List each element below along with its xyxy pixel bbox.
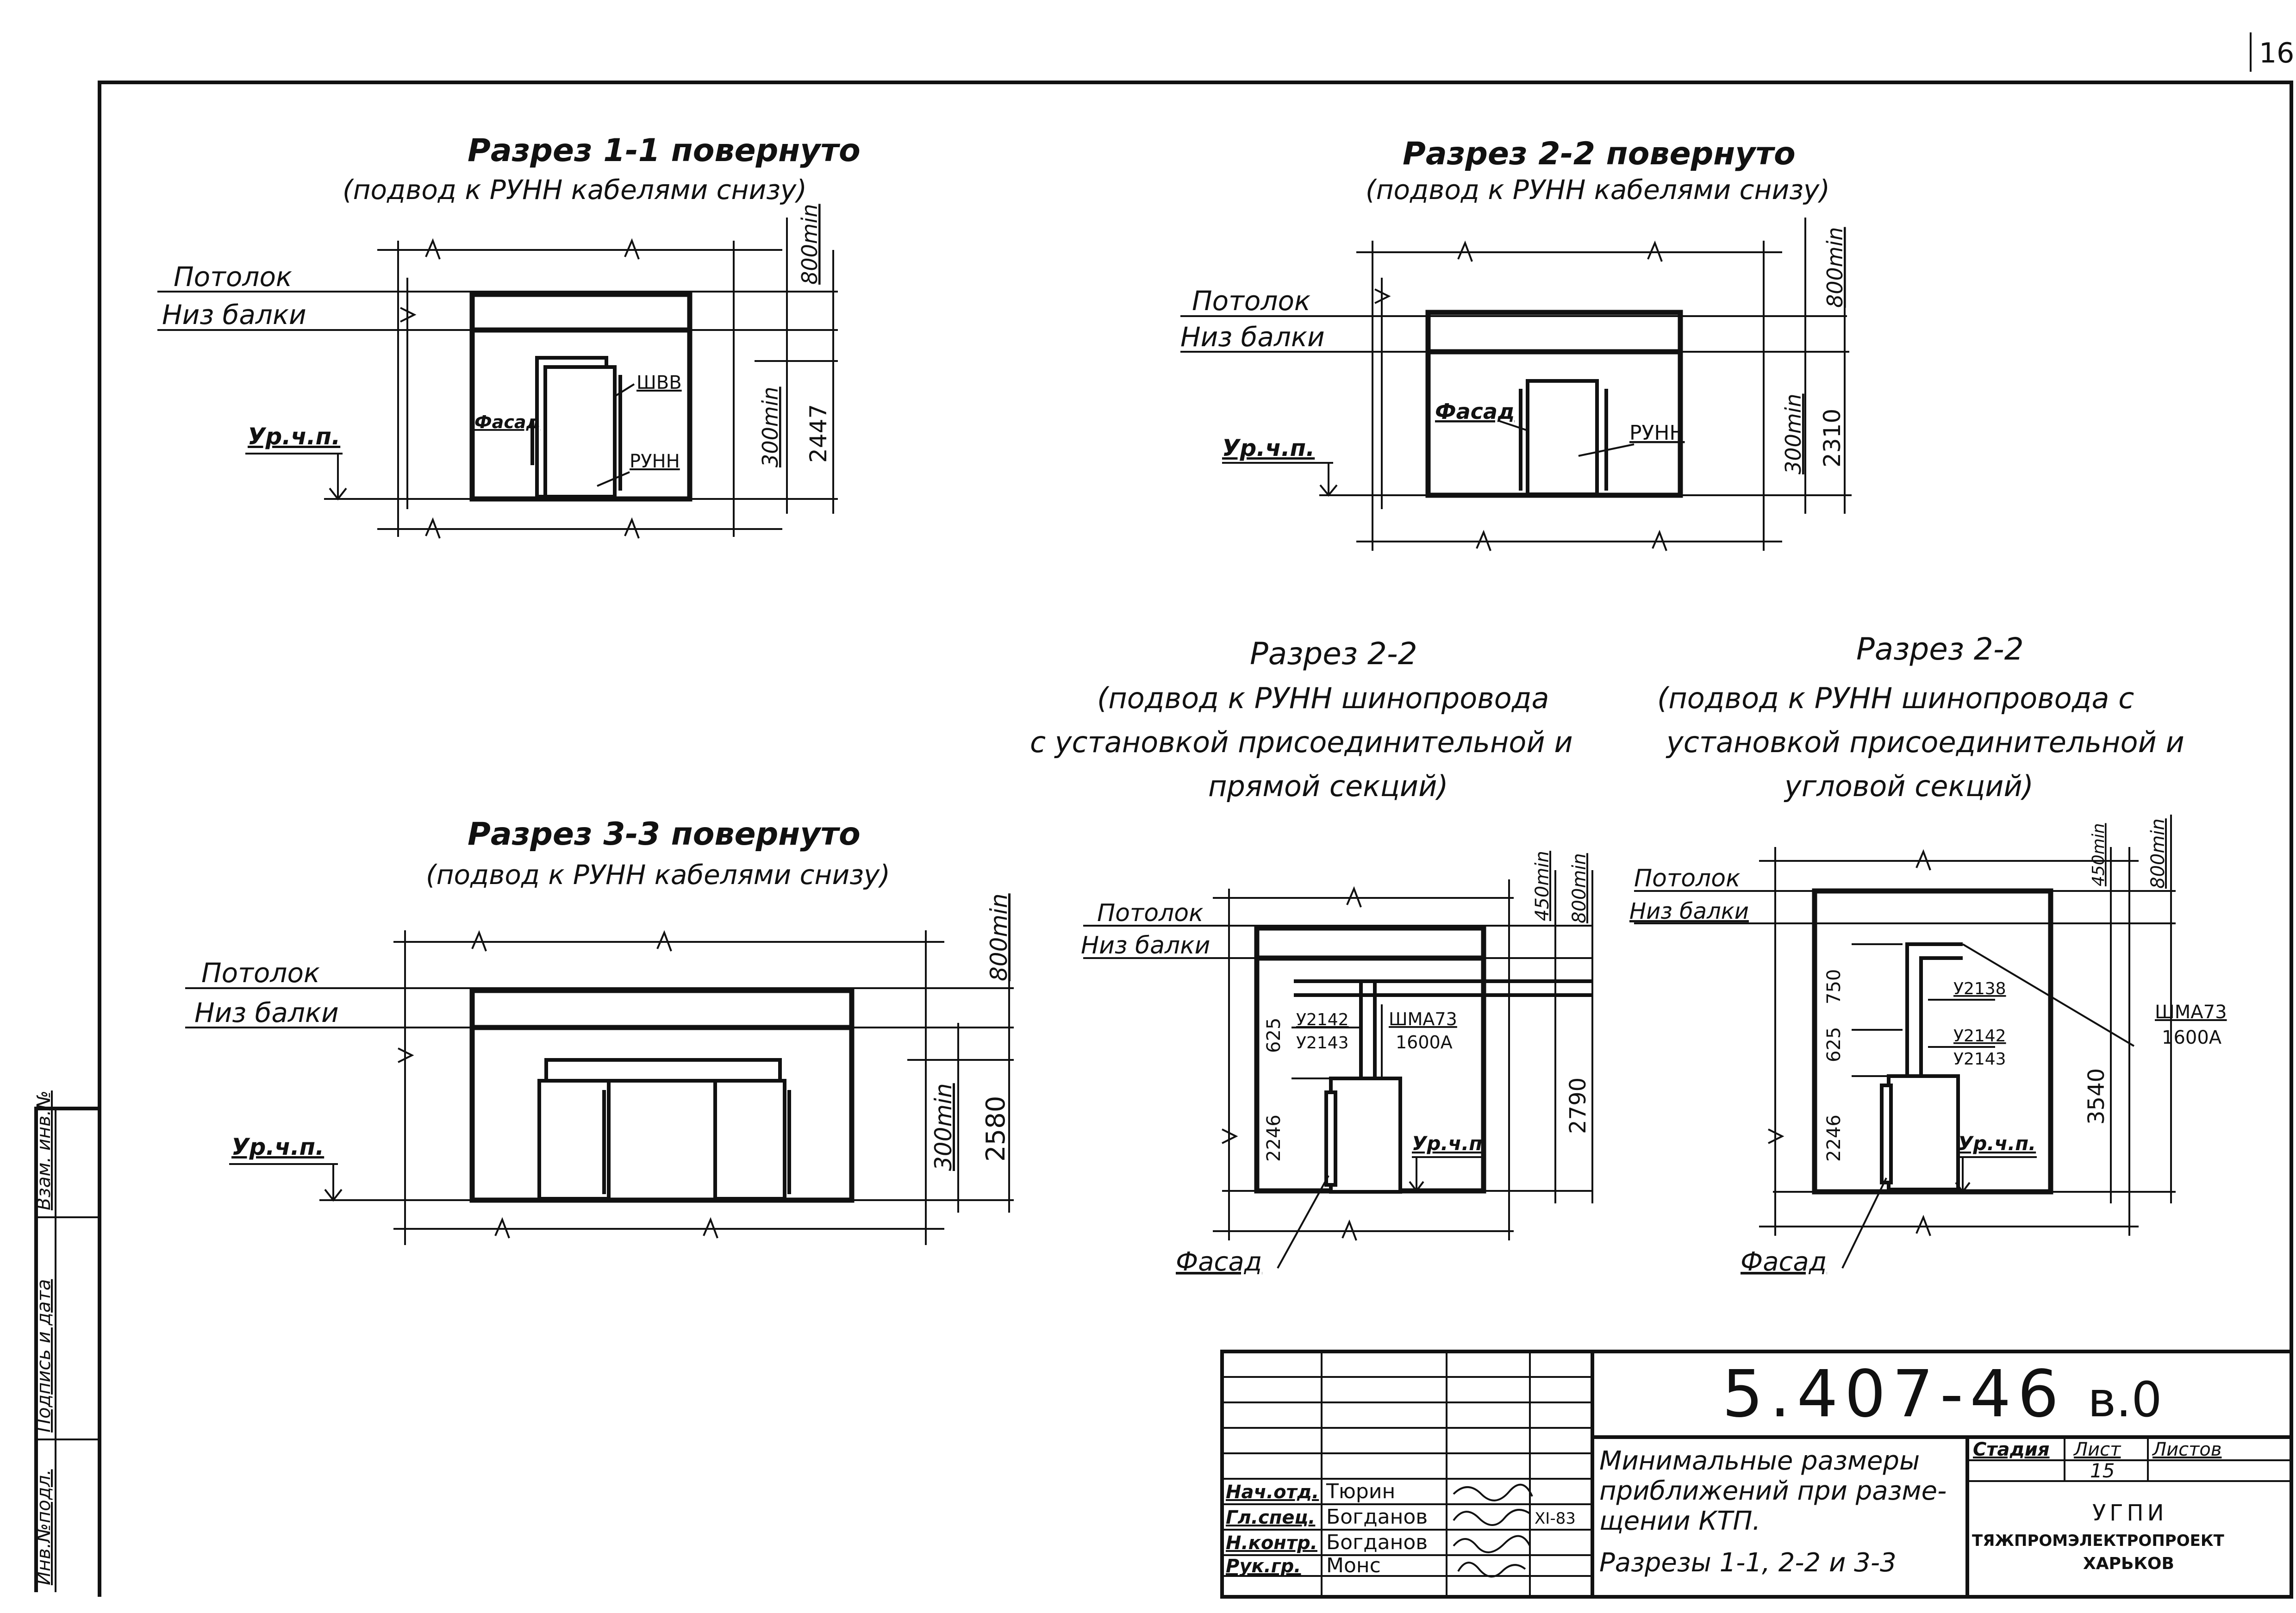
section-1-1-subtitle: (подвод к РУНН кабелями снизу) <box>343 174 807 206</box>
section-2-2c-dim-800: 800min <box>2147 818 2169 889</box>
section-2-2b-title: Разрез 2-2 <box>1250 636 1417 672</box>
tb-sheet-label: Лист <box>2074 1439 2121 1460</box>
section-2-2b-subtitle-1: (подвод к РУНН шинопровода <box>1097 681 1549 715</box>
signature-3 <box>1458 1563 1525 1576</box>
tb-role-2: Н.контр. <box>1226 1532 1317 1554</box>
section-1-1-title: Разрез 1-1 повернуто <box>468 132 861 169</box>
section-2-2b-dim-800: 800min <box>1569 853 1590 923</box>
section-2-2c-subtitle-1: (подвод к РУНН шинопровода с <box>1657 681 2134 715</box>
tb-date: XI-83 <box>1535 1509 1576 1528</box>
side-stamp-replace-inv: Взам. инв.№ <box>33 1090 55 1210</box>
tb-role-1: Гл.спец. <box>1226 1507 1316 1528</box>
tb-desc-3: щении КТП. <box>1599 1506 1761 1536</box>
tb-name-3: Монс <box>1326 1554 1381 1577</box>
section-2-2b-current: 1600А <box>1396 1032 1453 1052</box>
section-2-2-busbar-straight <box>1030 636 1592 1277</box>
tb-org-2: ТЯЖПРОМЭЛЕКТРОПРОЕКТ <box>1972 1532 2224 1550</box>
section-3-3-dim-800: 800min <box>986 893 1012 981</box>
section-2-2c-current: 1600А <box>2162 1027 2222 1048</box>
section-2-2b-floor-level: Ур.ч.п <box>1412 1132 1483 1155</box>
signature-1 <box>1454 1510 1530 1525</box>
section-2-2a-subtitle: (подвод к РУНН кабелями снизу) <box>1366 174 1830 206</box>
section-2-2a-floor-level: Ур.ч.п. <box>1222 435 1315 461</box>
section-2-2c-floor-level: Ур.ч.п. <box>1958 1132 2036 1155</box>
section-2-2c-busbar: ШМА73 <box>2155 1002 2227 1023</box>
tb-org-3: ХАРЬКОВ <box>2083 1554 2174 1573</box>
section-2-2c-subtitle-3: угловой секций) <box>1784 769 2034 803</box>
tb-sheet-no: 15 <box>2090 1459 2115 1482</box>
signature-0 <box>1454 1485 1532 1501</box>
section-2-2b-u2: У2143 <box>1296 1034 1349 1052</box>
section-2-2a-dim-height: 2310 <box>1819 408 1846 467</box>
section-2-2a-title: Разрез 2-2 повернуто <box>1403 136 1796 172</box>
section-2-2c-title: Разрез 2-2 <box>1856 631 2024 667</box>
tb-name-1: Богданов <box>1326 1505 1428 1529</box>
side-stamp-signature: Подпись и дата <box>33 1279 55 1432</box>
tb-desc-1: Минимальные размеры <box>1599 1446 1920 1476</box>
section-1-1-ceiling: Потолок <box>174 261 292 293</box>
section-2-2a-runn: РУНН <box>1629 421 1685 445</box>
section-2-2b-dim-450: 450min <box>1532 851 1553 921</box>
side-stamp <box>33 1090 100 1592</box>
tb-issue: в.0 <box>2088 1371 2162 1428</box>
section-2-2c-u0: У2138 <box>1953 979 2006 998</box>
section-3-3-dim-300: 300min <box>930 1083 957 1171</box>
tb-name-2: Богданов <box>1326 1531 1428 1554</box>
section-2-2a-dim-800: 800min <box>1822 227 1847 308</box>
section-2-2b-beam-bottom: Низ балки <box>1081 932 1210 959</box>
section-2-2a-beam-bottom: Низ балки <box>1180 321 1325 353</box>
section-2-2b-subtitle-2: с установкой присоединительной и <box>1030 725 1573 759</box>
title-block <box>1222 1351 2291 1597</box>
section-1-1-dim-height: 2447 <box>805 404 832 463</box>
section-1-1-dim-300: 300min <box>758 386 783 467</box>
section-3-3-ceiling: Потолок <box>201 957 320 989</box>
section-1-1-beam-bottom: Низ балки <box>162 299 306 330</box>
section-2-2b-dim-2246: 2246 <box>1263 1115 1285 1162</box>
section-2-2c-facade: Фасад <box>1741 1247 1827 1277</box>
section-2-2c-ceiling: Потолок <box>1634 865 1741 892</box>
tb-desc-4: Разрезы 1-1, 2-2 и 3-3 <box>1599 1548 1897 1578</box>
section-3-3 <box>185 816 1014 1245</box>
section-2-2a-dim-300: 300min <box>1781 393 1806 474</box>
section-3-3-floor-level: Ур.ч.п. <box>231 1133 324 1160</box>
section-2-2c-beam-bottom: Низ балки <box>1629 898 1749 924</box>
tb-name-0: Тюрин <box>1326 1480 1396 1503</box>
section-2-2b-dim-625: 625 <box>1263 1017 1285 1053</box>
section-3-3-title: Разрез 3-3 повернуто <box>468 816 861 853</box>
tb-role-0: Нач.отд. <box>1226 1482 1319 1503</box>
tb-role-3: Рук.гр. <box>1226 1556 1301 1577</box>
signature-2 <box>1454 1536 1530 1552</box>
section-2-2-busbar-corner <box>1629 631 2227 1277</box>
section-2-2c-dim-625: 625 <box>1823 1027 1845 1062</box>
section-1-1-dim-800: 800min <box>797 204 822 285</box>
section-2-2b-subtitle-3: прямой секций) <box>1208 769 1448 803</box>
section-3-3-beam-bottom: Низ балки <box>194 997 339 1028</box>
section-2-2a-facade: Фасад <box>1435 399 1515 424</box>
side-stamp-inv-no: Инв.№подл. <box>33 1469 55 1585</box>
section-2-2-cables <box>1180 136 1852 551</box>
section-2-2a-ceiling: Потолок <box>1192 285 1310 317</box>
tb-doc-code: 5.407-46 <box>1722 1357 2065 1432</box>
tb-org-1: УГПИ <box>2092 1500 2168 1526</box>
section-2-2c-dim-450: 450min <box>2089 823 2108 886</box>
tb-sheets-label: Листов <box>2152 1439 2222 1460</box>
page-number: 16 <box>2259 37 2295 69</box>
section-2-2c-dim-height: 3540 <box>2084 1068 2109 1125</box>
section-2-2c-dim-750: 750 <box>1823 969 1845 1004</box>
section-1-1 <box>157 132 861 538</box>
section-2-2c-u1: У2142 <box>1953 1027 2006 1046</box>
section-2-2b-facade: Фасад <box>1176 1247 1262 1277</box>
section-1-1-shvv: ШВВ <box>636 372 682 393</box>
section-1-1-facade: Фасад <box>474 412 541 432</box>
section-3-3-subtitle: (подвод к РУНН кабелями снизу) <box>426 859 890 891</box>
section-2-2b-u1: У2142 <box>1296 1010 1349 1029</box>
section-2-2c-u2: У2143 <box>1953 1050 2006 1069</box>
section-2-2c-dim-2246: 2246 <box>1823 1115 1845 1162</box>
tb-desc-2: приближений при разме- <box>1599 1476 1947 1506</box>
section-3-3-dim-height: 2580 <box>981 1096 1011 1162</box>
section-2-2b-ceiling: Потолок <box>1097 899 1204 927</box>
section-2-2b-dim-height: 2790 <box>1565 1077 1591 1134</box>
tb-stage-label: Стадия <box>1973 1439 2050 1460</box>
section-2-2b-busbar: ШМА73 <box>1389 1009 1457 1029</box>
section-1-1-runn: РУНН <box>630 451 680 472</box>
section-1-1-floor-level: Ур.ч.п. <box>248 423 341 450</box>
section-2-2c-subtitle-2: установкой присоединительной и <box>1666 725 2184 759</box>
